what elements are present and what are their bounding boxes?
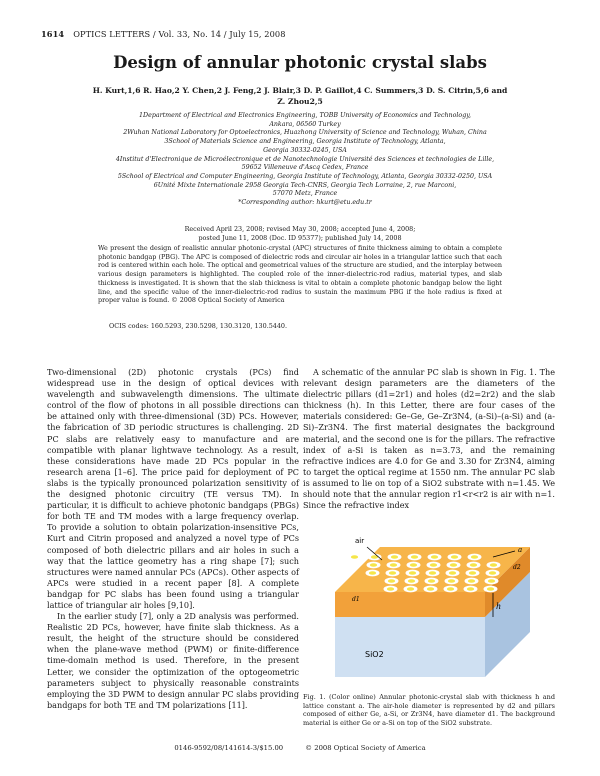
received-line: posted June 11, 2008 (Doc. ID 95377); published July 14, 2008 (198, 233, 402, 242)
label-d2: d2 (513, 564, 521, 571)
paper-title: Design of annular photonic crystal slabs (113, 53, 487, 72)
dielectric-pillar (428, 579, 435, 583)
dielectric-pillar (408, 579, 415, 583)
journal-info: OPTICS LETTERS / Vol. 33, No. 14 / July 15, 2008 (73, 29, 286, 39)
abstract: We present the design of realistic annular photonic-crystal (APC) structures of finite thickness aiming to obtain a complete photonic bandgap (PBG). The APC is composed of dielectric rods and circular air holes in a triangular lattice such that each rod is centered within each hole. The optical and geometrical values of the structure are studied, and the interplay between various design parameters is highlighted. The coupled role of the inner-dielectric-rod radius, material types, and slab thickness is investigated. It is shown that the slab thickness is vital to obtain a complete photonic bandgap below the light line, and the specific value of the inner-dielectric-rod radius to sustain the maximum PBG if the hole radius is fixed at proper value is found. © 2008 Optical Society of America (98, 244, 502, 305)
affiliation-line: 1Department of Electrical and Electronics Engineering, TOBB University of Economics and Technology, (139, 112, 471, 119)
body-paragraph: Two-dimensional (2D) photonic crystals (PCs) find widespread use in the design of optical devices with wavelength and subwavelength dimensions. The ultimate control of the flow of photons in all possible directions can be attained only with three-dimensional (3D) PCs. However, the fabrication of 3D periodic structures is challenging. 2D PC slabs are relatively easy to manufacture and are compatible with planar lightwave technology. As a result, these considerations have made 2D PCs popular in the research arena [1–6]. The price paid for deployment of PC slabs is the typically pronounced polarization sensitivity of the designed photonic circuitry (TE versus TM). In particular, it is difficult to achieve photonic bandgaps (PBGs) for both TE and TM modes with a large frequency overlap. To provide a solution to obtain polarization-insensitive PCs, Kurt and Citrin proposed and analyzed a novel type of PCs composed of both dielectric pillars and air holes in such a way that the lattice geometry has a ring shape [7]; such structures were named annular PCs (APCs). Other aspects of APCs were studied in a recent paper [8]. A complete bandgap for PC slabs has been found using a triangular lattice of triangular air holes [9,10]. (47, 367, 299, 610)
body-paragraph: A schematic of the annular PC slab is shown in Fig. 1. The relevant design parameters are the diameters of the dielectric pillars (d1=2r1) and holes (d2=2r2) and the slab thickness (h). In this Letter, there are four cases of the materials considered: Ge–Ge, Ge–Zr3N4, (a-Si)–(a-Si) and (a-Si)–Zr3N4. The first material designates the background material, and the second one is for the pillars. The refractive index of a-Si is taken as n=3.73, and the remaining refractive indices are 4.0 for Ge and 3.30 for Zr3N4, aiming to target the optical regime at 1550 nm. The annular PC slab is assumed to lie on top of a SiO2 substrate with n=1.45. We should note that the annular region r1<r<r2 is air with n=1. Since the refractive index (303, 367, 555, 511)
dielectric-pillar (431, 555, 438, 559)
dielectric-pillar (450, 563, 457, 567)
received-dates (95, 225, 505, 242)
dielectric-pillar (471, 555, 478, 559)
right-column (303, 367, 555, 511)
affiliation-line: 3School of Materials Science and Engineering, Georgia Institute of Technology, Atlanta, (164, 138, 446, 146)
dielectric-pillar (410, 563, 417, 567)
figure-caption: Fig. 1. (Color online) Annular photonic-crystal slab with thickness h and lattice constant a. The air-hole diameter is represented by d2 and pillars composed of either Ge, a-Si, or Zr3N4, have diameter d1. The background material is either Ge or a-Si on top of the SiO2 substrate. (303, 693, 555, 728)
dielectric-pillar (430, 563, 437, 567)
dielectric-pillar (351, 555, 358, 559)
label-substrate: SiO2 (365, 650, 384, 659)
dielectric-pillar (390, 563, 397, 567)
body-paragraph: In the earlier study [7], only a 2D analysis was performed. Realistic 2D PCs, however, have finite slab thickness. As a result, the height of the structure should be considered when the plane-wave method (PWM) or finite-difference time-domain method is used. Therefore, in the present Letter, we consider the optimization of the optogeometric parameters subject to physically reasonable constraints employing the 3D PWM to design annular PC slabs providing bandgaps for both TE and TM polarizations [11]. (47, 611, 299, 710)
dielectric-pillar (490, 563, 497, 567)
ocis-codes: OCIS codes: 160.5293, 230.5298, 130.3120, 130.5440. (109, 322, 288, 330)
dielectric-pillar (467, 587, 474, 591)
figure-1-schematic (325, 517, 535, 685)
dielectric-pillar (451, 555, 458, 559)
label-air: air (355, 537, 365, 545)
received-line: Received April 23, 2008; revised May 30, 2008; accepted June 4, 2008; (184, 225, 416, 233)
page-number: 1614 (41, 29, 65, 39)
affiliation-line: 5School of Electrical and Computer Engineering, Georgia Institute of Technology, Atlanta, Georgia 30332-0250, USA (117, 172, 493, 180)
label-h: h (496, 602, 502, 611)
affiliation-line: 2Wuhan National Laboratory for Optoelectronics, Huazhong University of Science and Technology, Wuhan, China (123, 129, 487, 137)
dielectric-pillar (448, 579, 455, 583)
dielectric-pillar (369, 571, 376, 575)
dielectric-pillar (370, 563, 377, 567)
dielectric-pillar (449, 571, 456, 575)
author-line: H. Kurt,1,6 R. Hao,2 Y. Chen,2 J. Feng,2 J. Blair,3 D. P. Gaillot,4 C. Summers,3 D. S. Citrin,5,6 and (92, 86, 508, 95)
dielectric-pillar (407, 587, 414, 591)
dielectric-pillar (470, 563, 477, 567)
dielectric-pillar (447, 587, 454, 591)
affiliation-line: 59652 Villeneuve d'Ascq Cedex, France (241, 164, 369, 172)
affiliation-line: 57070 Metz, France (272, 190, 338, 198)
author-list (90, 86, 510, 107)
corresponding-author: *Corresponding author: hkurt@etu.edu.tr (238, 199, 372, 207)
dielectric-pillar (409, 571, 416, 575)
running-header (41, 29, 286, 39)
page-footer (0, 744, 600, 752)
label-a: a (518, 546, 523, 554)
copyright: © 2008 Optical Society of America (305, 744, 426, 752)
dielectric-pillar (411, 555, 418, 559)
left-column (47, 367, 299, 711)
affiliation-line: 6Unité Mixte Internationale 2958 Georgia Tech-CNRS, Georgia Tech Lorraine, 2, rue Marconi, (153, 181, 457, 189)
dielectric-pillar (488, 579, 495, 583)
dielectric-pillar (389, 571, 396, 575)
dielectric-pillar (469, 571, 476, 575)
affiliations (95, 112, 515, 208)
affiliation-line: 4Institut d'Electronique de Microélectronique et de Nanotechnologie Université des Sciences et technologies de Lille, (115, 155, 495, 163)
dielectric-pillar (391, 555, 398, 559)
dielectric-pillar (487, 587, 494, 591)
dielectric-pillar (427, 587, 434, 591)
dielectric-pillar (429, 571, 436, 575)
author-line: Z. Zhou2,5 (277, 96, 323, 106)
article-code: 0146-9592/08/141614-3/$15.00 (174, 744, 284, 752)
label-d1: d1 (352, 596, 360, 603)
affiliation-line: Ankara, 06560 Turkey (269, 120, 341, 128)
dielectric-pillar (468, 579, 475, 583)
dielectric-pillar (388, 579, 395, 583)
dielectric-pillar (387, 587, 394, 591)
substrate-front (335, 617, 485, 677)
affiliation-line: Georgia 30332-0245, USA (263, 146, 347, 154)
dielectric-pillar (489, 571, 496, 575)
